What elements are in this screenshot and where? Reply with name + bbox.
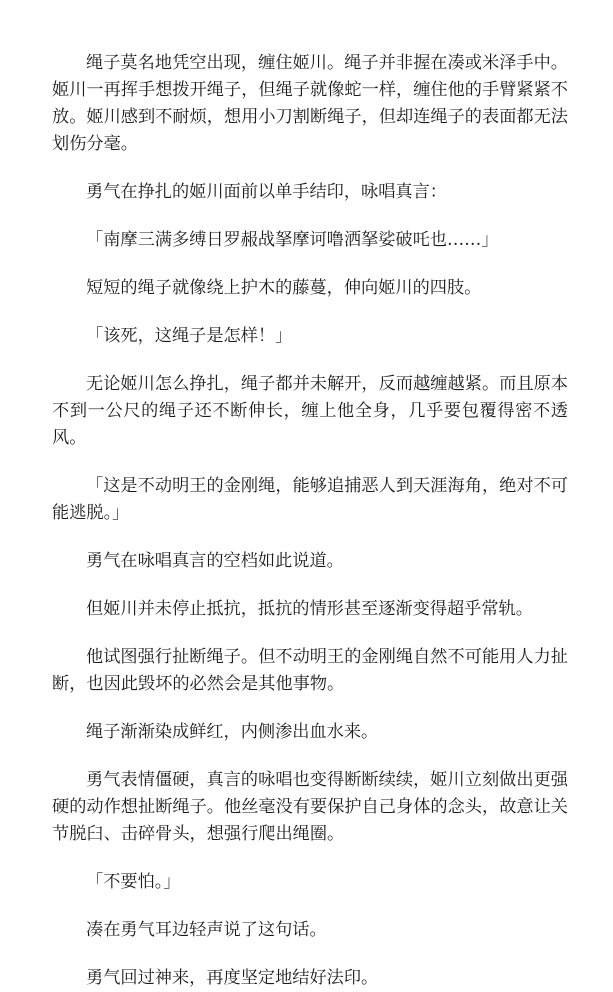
paragraph: 「该死，这绳子是怎样！」 (86, 326, 293, 346)
paragraph: 他试图强行扯断绳子。但不动明王的金刚绳自然不可能用人力扯断，也因此毁坏的必然会是其他事物。 (52, 647, 568, 694)
paragraph: 无论姬川怎么挣扎，绳子都并未解开，反而越缠越紧。而且原本不到一公尺的绳子还不断伸长，缠上他全身，几乎要包覆得密不透风。 (52, 374, 568, 448)
paragraph: 勇气回过神来，再度坚定地结好法印。 (86, 968, 379, 988)
text-page (52, 50, 568, 992)
paragraph: 勇气表情僵硬，真言的咏唱也变得断断续续，姬川立刻做出更强硬的动作想扯断绳子。他丝毫没有要保护自己身体的念头，故意让关节脱臼、击碎骨头，想强行爬出绳圈。 (52, 770, 568, 844)
paragraph: 但姬川并未停止抵抗，抵抗的情形甚至逐渐变得超乎常轨。 (86, 599, 533, 619)
paragraph: 勇气在挣扎的姬川面前以单手结印，咏唱真言： (86, 182, 447, 202)
paragraph: 短短的绳子就像绕上护木的藤蔓，伸向姬川的四肢。 (86, 278, 482, 298)
paragraph: 绳子莫名地凭空出现，缠住姬川。绳子并非握在凑或米泽手中。姬川一再挥手想拨开绳子，但绳子就像蛇一样，缠住他的手臂紧紧不放。姬川感到不耐烦，想用小刀割断绳子，但却连绳子的表面都无法划伤分毫。 (52, 53, 568, 154)
paragraph: 绳子渐渐染成鲜红，内侧渗出血水来。 (86, 722, 379, 742)
paragraph: 「南摩三满多缚日罗赧战拏摩诃噜洒拏娑破吒也……」 (86, 230, 499, 250)
paragraph: 「不要怕。」 (86, 872, 181, 892)
paragraph: 凑在勇气耳边轻声说了这句话。 (86, 920, 327, 940)
paragraph: 勇气在咏唱真言的空档如此说道。 (86, 551, 344, 571)
paragraph: 「这是不动明王的金刚绳，能够追捕恶人到天涯海角，绝对不可能逃脱。」 (52, 476, 568, 523)
